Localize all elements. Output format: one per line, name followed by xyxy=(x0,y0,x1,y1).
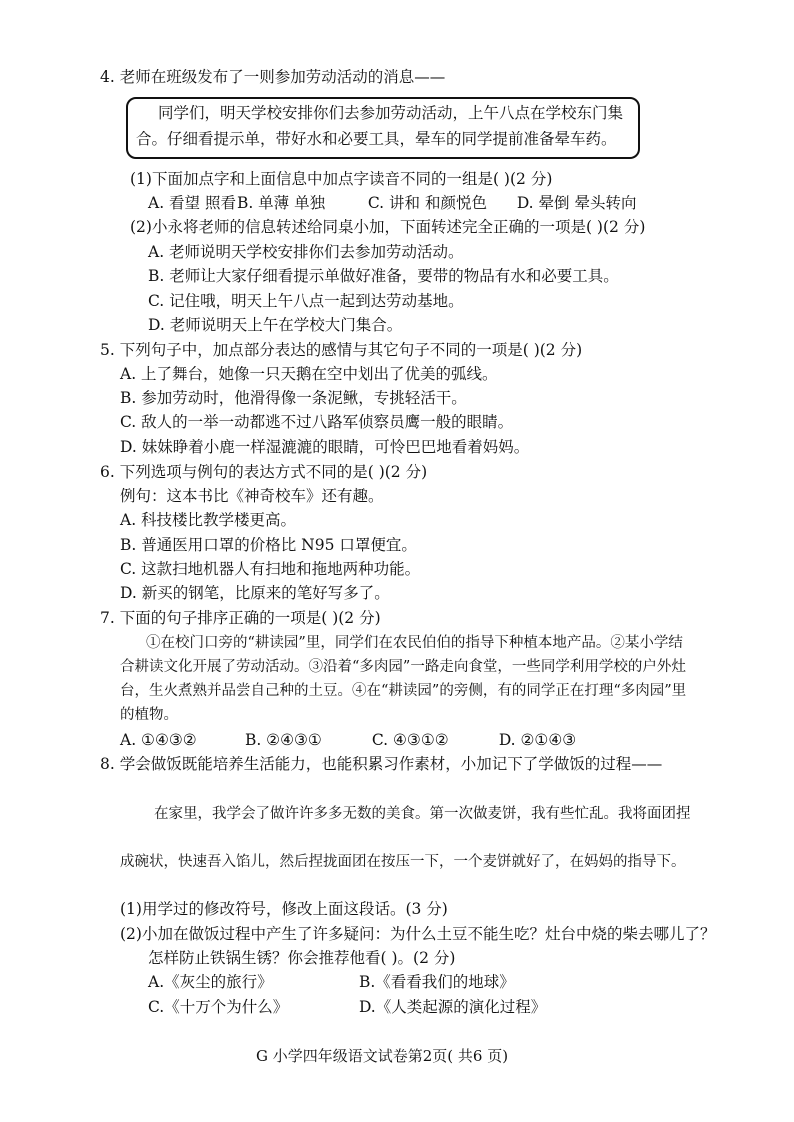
page-footer: G 小学四年级语文试卷第2页( 共6 页) xyxy=(256,1047,509,1065)
q6-stem: 6. 下列选项与例句的表达方式不同的是( )(2 分) xyxy=(100,463,428,481)
q4-sub2-option-b: B. 老师让大家仔细看提示单做好准备，要带的物品有水和必要工具。 xyxy=(148,267,619,285)
q4-sub1: (1)下面加点字和上面信息中加点字读音不同的一组是( )(2 分) xyxy=(130,170,553,188)
q8-sub2-line-1: (2)小加在做饭过程中产生了许多疑问：为什么土豆不能生吃？灶台中烧的柴去哪儿了？ xyxy=(120,925,716,943)
q6-option-a: A. 科技楼比教学楼更高。 xyxy=(120,511,297,529)
q5-option-b: B. 参加劳动时，他滑得像一条泥鳅，专挑轻活干。 xyxy=(120,389,467,407)
q4-stem: 4. 老师在班级发布了一则参加劳动活动的消息—— xyxy=(100,68,446,86)
option: C.《十万个为什么》 xyxy=(148,998,289,1016)
q7-stem: 7. 下面的句子排序正确的一项是( )(2 分) xyxy=(100,609,381,627)
notice-line-1: 同学们，明天学校安排你们去参加劳动活动，上午八点在学校东门集 xyxy=(158,104,624,122)
option: C. ④③①② xyxy=(371,731,449,749)
option: D. 晕倒 晕头转向 xyxy=(516,194,637,212)
q5-option-a: A. 上了舞台，她像一只天鹅在空中划出了优美的弧线。 xyxy=(120,365,498,383)
q8-options-row-1 xyxy=(148,971,515,993)
q8-para-line-2: 成碗状，快速吾入馅儿，然后捏拢面团在按压一下，一个麦饼就好了，在妈妈的指导下。 xyxy=(120,854,686,870)
q7-para-line-1: ①在校门口旁的“耕读园”里，同学们在农民伯伯的指导下种植本地产品。②某小学结 xyxy=(146,635,683,651)
option: D. ②①④③ xyxy=(498,731,577,749)
notice-line-2: 合。仔细看提示单，带好水和必要工具，晕车的同学提前准备晕车药。 xyxy=(136,130,617,148)
option: B. 单薄 单独 xyxy=(236,194,326,212)
q6-option-b: B. 普通医用口罩的价格比 N95 口罩便宜。 xyxy=(120,536,417,554)
q8-para-line-1: 在家里，我学会了做许许多多无数的美食。第一次做麦饼，我有些忙乱。我将面团捏 xyxy=(154,806,691,822)
q7-para-line-3: 台，生火煮熟并品尝自己种的土豆。④在“耕读园”的旁侧，有的同学正在打理“多肉园”里 xyxy=(120,683,687,699)
q7-options xyxy=(120,729,576,751)
q6-example: 例句：这本书比《神奇校车》还有趣。 xyxy=(120,487,384,505)
q4-sub2-option-c: C. 记住哦，明天上午八点一起到达劳动基地。 xyxy=(148,292,464,310)
q5-option-d: D. 妹妹睁着小鹿一样湿漉漉的眼睛，可怜巴巴地看着妈妈。 xyxy=(120,438,530,456)
option: C. 讲和 和颜悦色 xyxy=(367,194,487,212)
q6-option-d: D. 新买的钢笔，比原来的笔好写多了。 xyxy=(120,584,390,602)
option: B.《看看我们的地球》 xyxy=(358,973,515,991)
q8-sub2-line-2: 怎样防止铁锅生锈？你会推荐他看( )。(2 分) xyxy=(148,949,456,967)
q8-options-row-2 xyxy=(148,996,546,1018)
q8-stem: 8. 学会做饭既能培养生活能力，也能积累习作素材，小加记下了学做饭的过程—— xyxy=(100,755,663,773)
q8-sub1: (1)用学过的修改符号，修改上面这段话。(3 分) xyxy=(120,900,448,918)
option: D.《人类起源的演化过程》 xyxy=(358,998,547,1016)
q4-sub1-options xyxy=(148,192,636,214)
option: A. 看望 照看 xyxy=(148,194,236,212)
q6-option-c: C. 这款扫地机器人有扫地和拖地两种功能。 xyxy=(120,560,421,578)
option: B. ②④③① xyxy=(244,731,322,749)
q5-stem: 5. 下列句子中，加点部分表达的感情与其它句子不同的一项是( )(2 分) xyxy=(100,341,583,359)
q4-sub2-option-a: A. 老师说明天学校安排你们去参加劳动活动。 xyxy=(148,243,464,261)
option: A. ①④③② xyxy=(120,731,197,749)
q7-para-line-2: 合耕读文化开展了劳动活动。③沿着“多肉园”一路走向食堂，一些同学利用学校的户外灶 xyxy=(120,659,686,675)
q4-sub2-option-d: D. 老师说明天上午在学校大门集合。 xyxy=(148,316,403,334)
q7-para-line-4: 的植物。 xyxy=(120,707,178,723)
q5-option-c: C. 敌人的一举一动都逃不过八路军侦察员鹰一般的眼睛。 xyxy=(120,413,514,431)
option: A.《灰尘的旅行》 xyxy=(148,973,273,991)
q4-sub2: (2)小永将老师的信息转述给同桌小加，下面转述完全正确的一项是( )(2 分) xyxy=(130,218,646,236)
